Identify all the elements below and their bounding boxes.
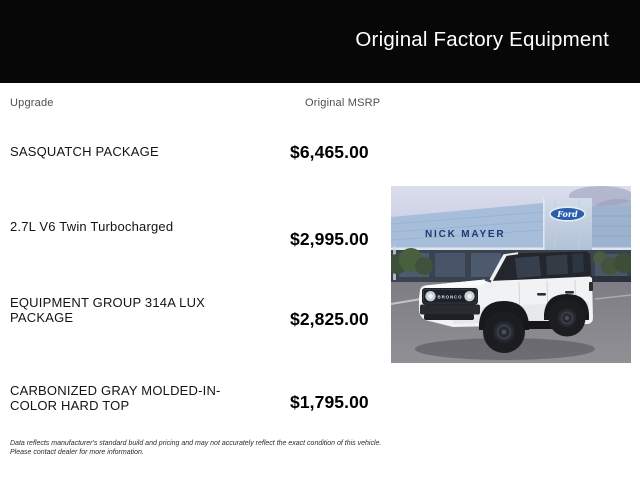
vehicle-photo xyxy=(391,186,631,363)
equipment-label: 2.7L V6 Twin Turbocharged xyxy=(10,219,174,234)
disclaimer-line-2: Please contact dealer for more information. xyxy=(10,449,144,456)
disclaimer-text xyxy=(10,439,430,457)
equipment-price: $6,465.00 xyxy=(290,142,369,162)
bronco-grille xyxy=(422,288,478,305)
dealership-sign: NICK MAYER xyxy=(425,229,506,240)
svg-text:BRONCO: BRONCO xyxy=(437,294,463,300)
column-header-msrp: Original MSRP xyxy=(305,97,381,109)
svg-text:Ford: Ford xyxy=(557,209,578,219)
page-title: Original Factory Equipment xyxy=(355,28,609,51)
disclaimer-line-1: Data reflects manufacturer's standard build and pricing and may not accurately reflect the exact condition of this vehicle. xyxy=(10,440,382,447)
header-band xyxy=(0,0,640,83)
equipment-label: EQUIPMENT GROUP 314A LUX PACKAGE xyxy=(10,295,206,325)
column-header-upgrade: Upgrade xyxy=(10,97,54,109)
equipment-label: CARBONIZED GRAY MOLDED-IN-COLOR HARD TOP xyxy=(10,383,221,413)
equipment-label: SASQUATCH PACKAGE xyxy=(10,144,159,159)
equipment-price: $1,795.00 xyxy=(290,392,369,412)
equipment-price: $2,995.00 xyxy=(290,229,369,249)
equipment-price: $2,825.00 xyxy=(290,309,369,329)
ford-logo-icon xyxy=(550,207,585,221)
